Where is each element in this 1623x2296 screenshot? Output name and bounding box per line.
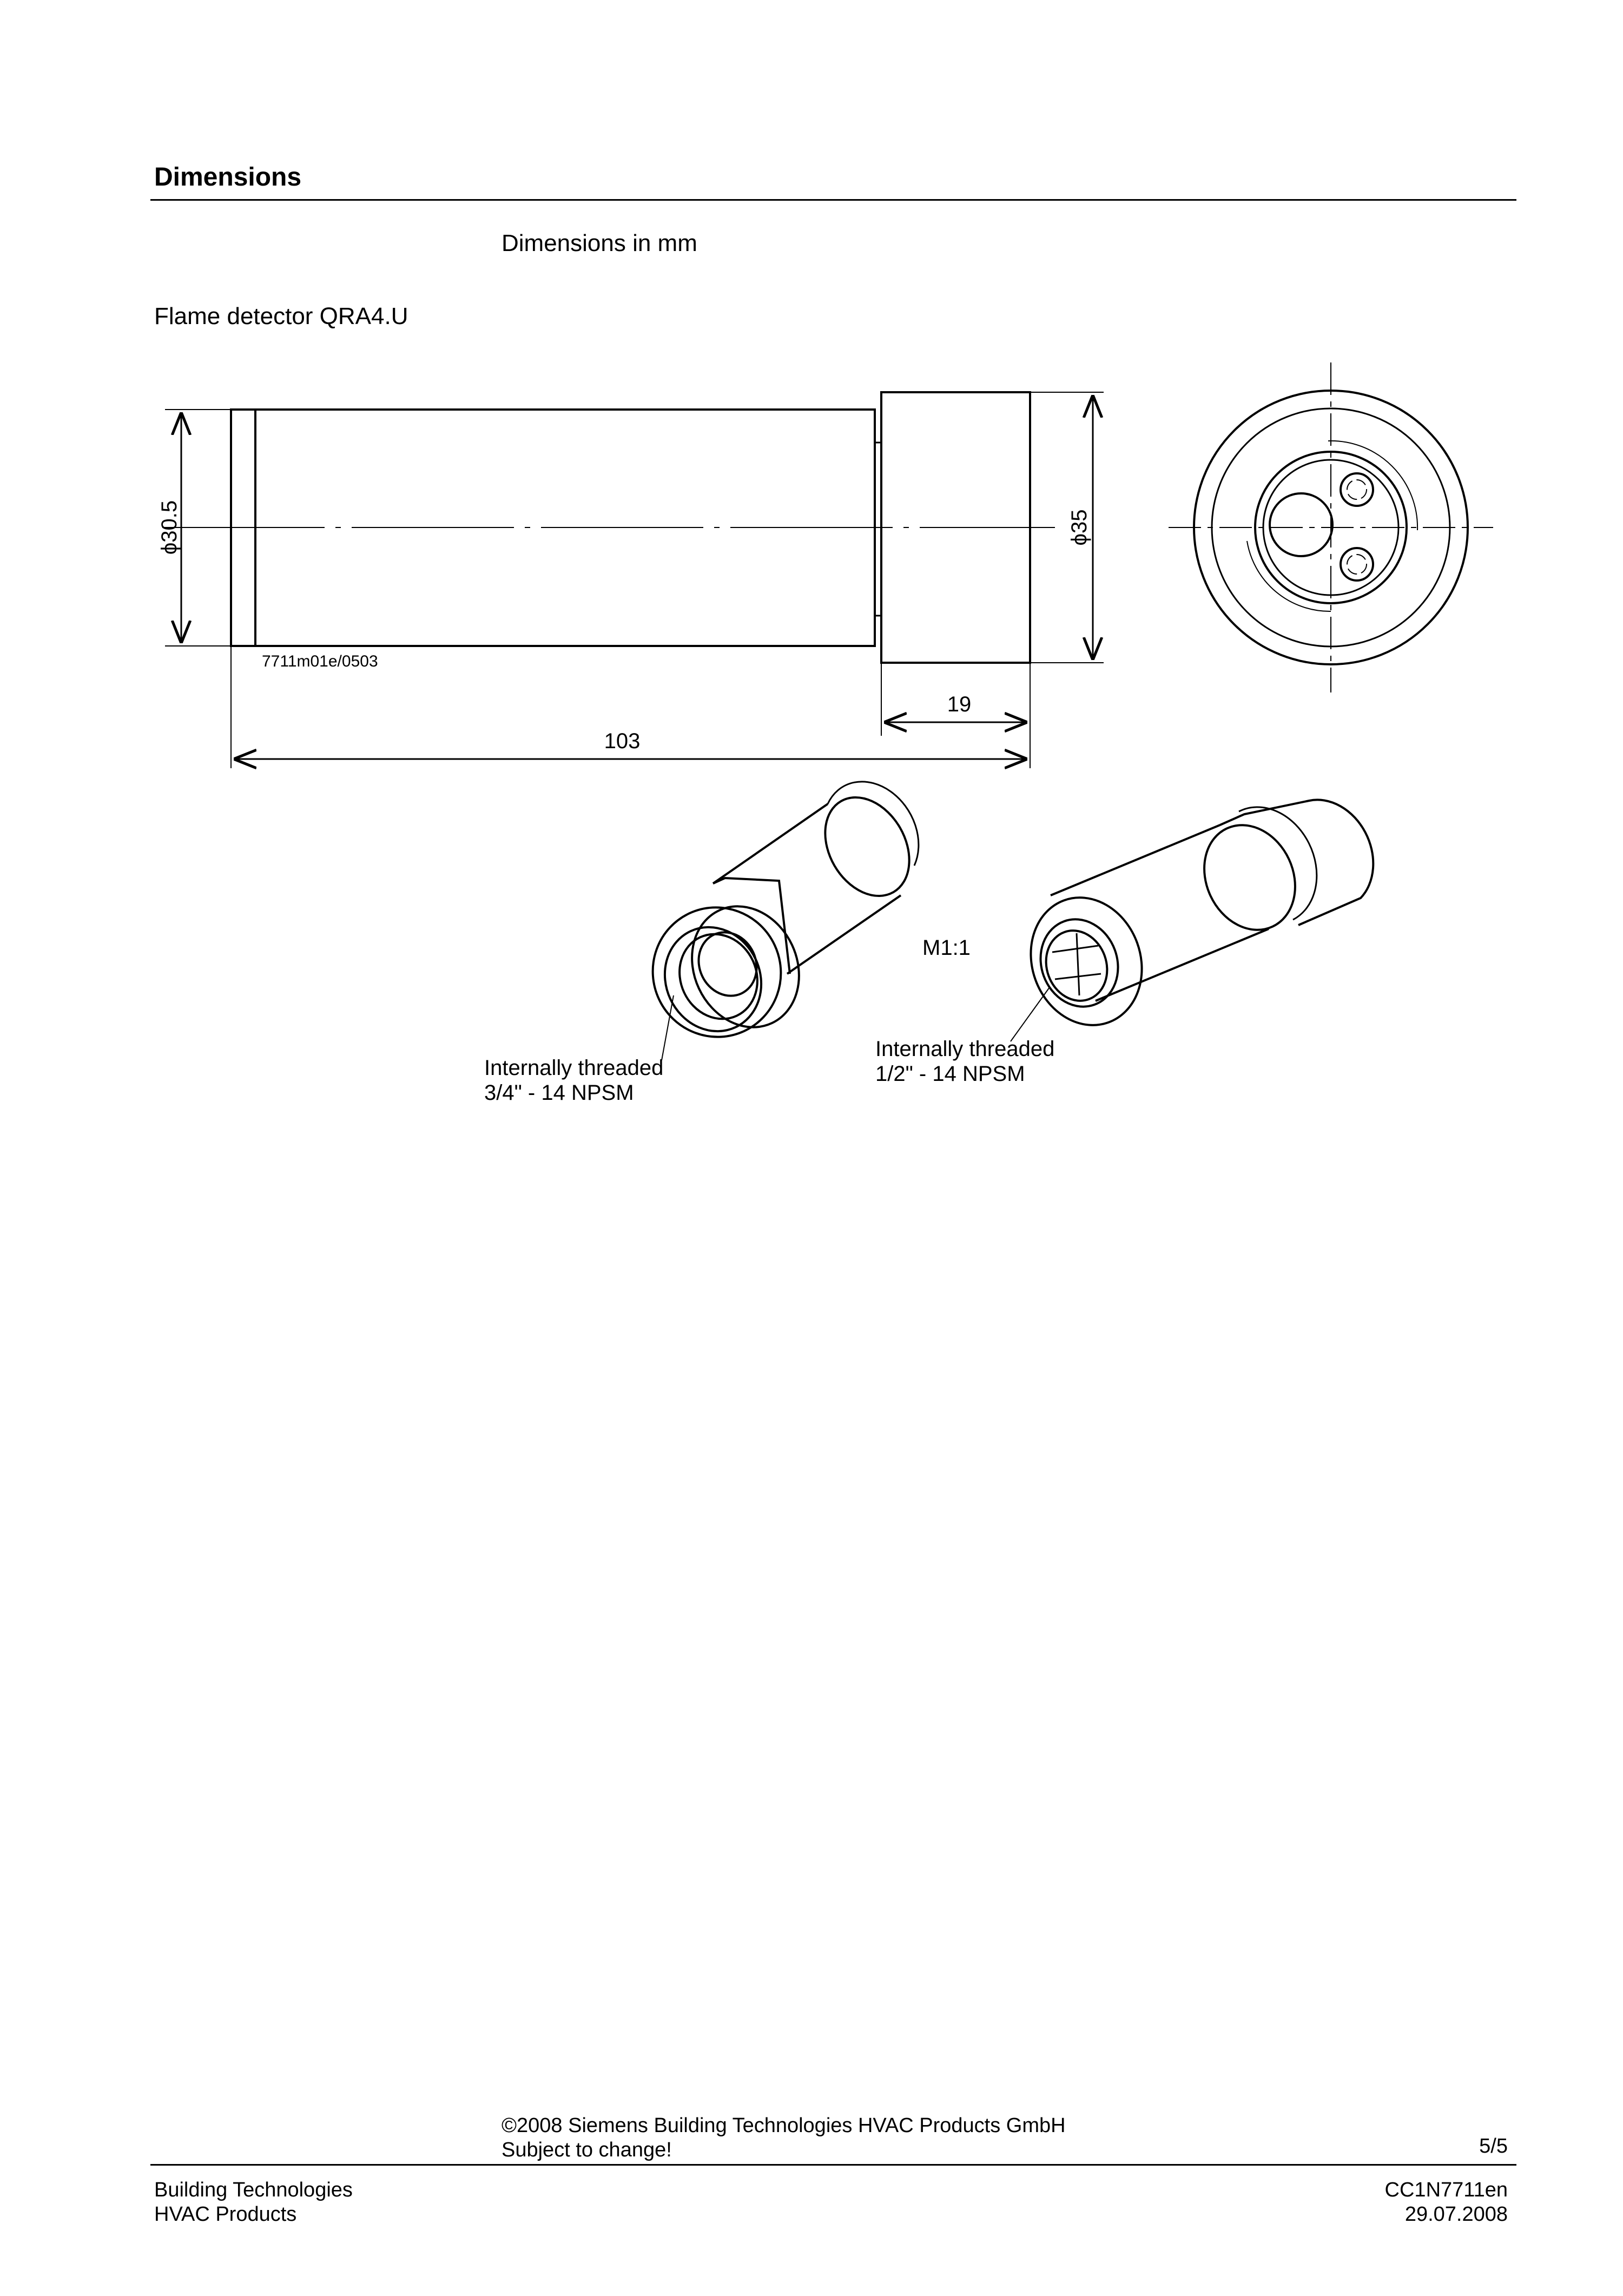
- units-note: Dimensions in mm: [502, 230, 697, 256]
- iso-right-front-face: [1013, 882, 1159, 1041]
- dim-label-dia-small: ϕ30.5: [157, 500, 181, 555]
- thread-right-line1: Internally threaded: [875, 1037, 1055, 1061]
- footer-page: 5/5: [1479, 2135, 1508, 2158]
- footer-doc-number: CC1N7711en: [1384, 2179, 1508, 2201]
- scale-label: M1:1: [922, 936, 971, 960]
- dim-label-dia-large: ϕ35: [1067, 509, 1091, 546]
- footer-date: 29.07.2008: [1404, 2203, 1508, 2226]
- footer-rule: [150, 2164, 1516, 2166]
- pin-top: [1341, 473, 1373, 506]
- footer-copyright: ©2008 Siemens Building Technologies HVAC Products GmbH: [502, 2114, 1066, 2137]
- section-title: Dimensions: [154, 163, 302, 192]
- thread-left-line1: Internally threaded: [484, 1056, 664, 1080]
- dim-label-total-length: 103: [604, 729, 641, 753]
- footer-subject: Subject to change!: [502, 2139, 672, 2161]
- product-heading: Flame detector QRA4.U: [154, 303, 408, 329]
- end-view: [1169, 362, 1493, 692]
- iso-view-left: [631, 782, 926, 1060]
- drawing-id: 7711m01e/0503: [262, 652, 378, 670]
- dim-label-front-length: 19: [947, 692, 972, 716]
- pin-bottom: [1341, 548, 1373, 580]
- iso-view-right: [1011, 800, 1373, 1041]
- footer-company-line1: Building Technologies: [154, 2179, 353, 2201]
- footer-company-line2: HVAC Products: [154, 2203, 297, 2226]
- thread-right-line2: 1/2" - 14 NPSM: [875, 1062, 1025, 1086]
- thread-left-line2: 3/4" - 14 NPSM: [484, 1081, 634, 1105]
- pin-large: [1270, 493, 1332, 556]
